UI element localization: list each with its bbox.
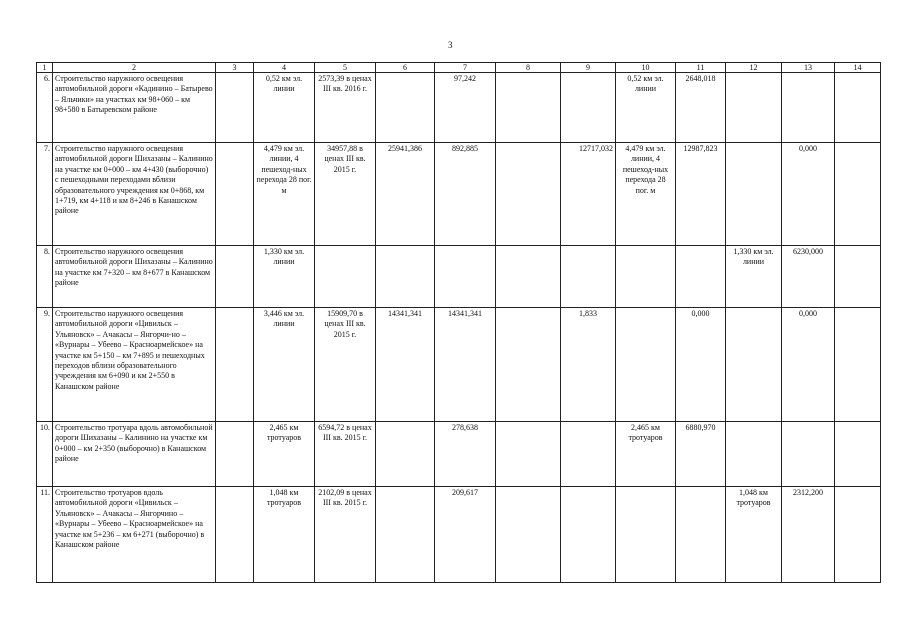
cell-col14 [835,422,881,487]
cell-col10: 0,52 км эл. линии [616,73,676,143]
table-row [37,246,881,308]
cell-col8 [496,73,561,143]
cell-col8 [496,422,561,487]
cell-col6 [376,487,435,583]
cell-col14 [835,308,881,422]
cell-col9 [561,487,616,583]
row-number: 10. [37,422,53,487]
column-header: 5 [315,63,376,73]
column-header: 3 [216,63,254,73]
cell-col11: 12987,823 [676,143,726,246]
cell-col4: 0,52 км эл. линии [254,73,315,143]
cell-col6 [376,246,435,308]
object-name: Строительство наружного освещения автомобильной дороги «Цивильск – Ульяновск» – Ачакасы – Янгорчи-но – «Вурнары – Убеево – Красноармейское» на участке км 5+150 – км 7+895 и пешеходных переходов вблизи образовательного учреждения км 6+090 и км 2+550 в Канашском районе [53,308,216,422]
cell-col10 [616,246,676,308]
cell-col3 [216,487,254,583]
table-row [37,308,881,422]
cell-col5: 2102,09 в ценах III кв. 2015 г. [315,487,376,583]
column-header: 2 [53,63,216,73]
page-number: 3 [448,40,453,50]
cell-col9 [561,246,616,308]
column-header: 8 [496,63,561,73]
column-header: 14 [835,63,881,73]
cell-col11: 6880,970 [676,422,726,487]
column-header: 7 [435,63,496,73]
row-number: 6. [37,73,53,143]
column-header: 4 [254,63,315,73]
cell-col13: 6230,000 [782,246,835,308]
object-name: Строительство наружного освещения автомобильной дороги Шихазаны – Калинино на участке км 7+320 – км 8+677 в Канашском районе [53,246,216,308]
cell-col4: 2,465 км тротуаров [254,422,315,487]
cell-col9: 12717,032 [561,143,616,246]
cell-col8 [496,143,561,246]
cell-col14 [835,246,881,308]
row-number: 11. [37,487,53,583]
cell-col4: 3,446 км эл. линии [254,308,315,422]
cell-col14 [835,143,881,246]
cell-col5 [315,246,376,308]
cell-col7: 209,617 [435,487,496,583]
cell-col9 [561,422,616,487]
cell-col12 [726,308,782,422]
cell-col3 [216,246,254,308]
cell-col4: 1,330 км эл. линии [254,246,315,308]
cell-col9: 1,833 [561,308,616,422]
column-header: 12 [726,63,782,73]
data-table [36,62,881,583]
cell-col11: 2648,018 [676,73,726,143]
column-header: 13 [782,63,835,73]
table-row [37,143,881,246]
column-header: 9 [561,63,616,73]
object-name: Строительство тротуаров вдоль автомобильной дороги «Цивильск – Ульяновск» – Ачакасы – Янгорчино – «Вурнары – Убеево – Красноармейское» на участке км 5+236 – км 6+271 (выборочно) в Канашском районе [53,487,216,583]
cell-col3 [216,73,254,143]
cell-col11: 0,000 [676,308,726,422]
table-row [37,422,881,487]
column-header: 1 [37,63,53,73]
cell-col7: 97,242 [435,73,496,143]
table-row [37,487,881,583]
cell-col10: 2,465 км тротуаров [616,422,676,487]
object-name: Строительство наружного освещения автомобильной дороги Шихазаны – Калинино на участке км 0+000 – км 4+430 (выборочно) с пешеходными переходами вблизи образовательного учреждения км 0+868, км 1+719, км 4+118 и км 8+246 в Канашском районе [53,143,216,246]
table-row [37,73,881,143]
column-number-row [37,63,881,73]
cell-col5: 34957,88 в ценах III кв. 2015 г. [315,143,376,246]
cell-col6: 14341,341 [376,308,435,422]
cell-col6 [376,422,435,487]
cell-col4: 4,479 км эл. линии, 4 пешеход-ных перехода 28 пог. м [254,143,315,246]
cell-col10: 4,479 км эл. линии, 4 пешеход-ных перехода 28 пог. м [616,143,676,246]
cell-col8 [496,487,561,583]
cell-col4: 1,048 км тротуаров [254,487,315,583]
cell-col5: 6594,72 в ценах III кв. 2015 г. [315,422,376,487]
cell-col13 [782,422,835,487]
cell-col10 [616,308,676,422]
cell-col3 [216,308,254,422]
cell-col13 [782,73,835,143]
cell-col7: 14341,341 [435,308,496,422]
cell-col12: 1,330 км эл. линии [726,246,782,308]
column-header: 10 [616,63,676,73]
cell-col5: 2573,39 в ценах III кв. 2016 г. [315,73,376,143]
cell-col11 [676,487,726,583]
column-header: 11 [676,63,726,73]
cell-col8 [496,308,561,422]
cell-col9 [561,73,616,143]
cell-col13: 0,000 [782,143,835,246]
cell-col13: 2312,200 [782,487,835,583]
object-name: Строительство наружного освещения автомобильной дороги «Кадинино – Батырево – Яльчики» на участках км 98+060 – км 98+580 в Батыревском районе [53,73,216,143]
cell-col7: 892,885 [435,143,496,246]
cell-col5: 15909,70 в ценах III кв. 2015 г. [315,308,376,422]
cell-col7 [435,246,496,308]
cell-col7: 278,638 [435,422,496,487]
column-header: 6 [376,63,435,73]
cell-col6 [376,73,435,143]
cell-col12 [726,422,782,487]
cell-col11 [676,246,726,308]
cell-col8 [496,246,561,308]
object-name: Строительство тротуара вдоль автомобильной дороги Шихазаны – Калинино на участке км 0+000 – км 2+350 (выборочно) в Канашском районе [53,422,216,487]
cell-col12 [726,73,782,143]
cell-col12 [726,143,782,246]
cell-col6: 25941,386 [376,143,435,246]
row-number: 9. [37,308,53,422]
cell-col3 [216,143,254,246]
cell-col14 [835,487,881,583]
cell-col3 [216,422,254,487]
row-number: 7. [37,143,53,246]
cell-col14 [835,73,881,143]
cell-col13: 0,000 [782,308,835,422]
cell-col10 [616,487,676,583]
row-number: 8. [37,246,53,308]
cell-col12: 1,048 км тротуаров [726,487,782,583]
